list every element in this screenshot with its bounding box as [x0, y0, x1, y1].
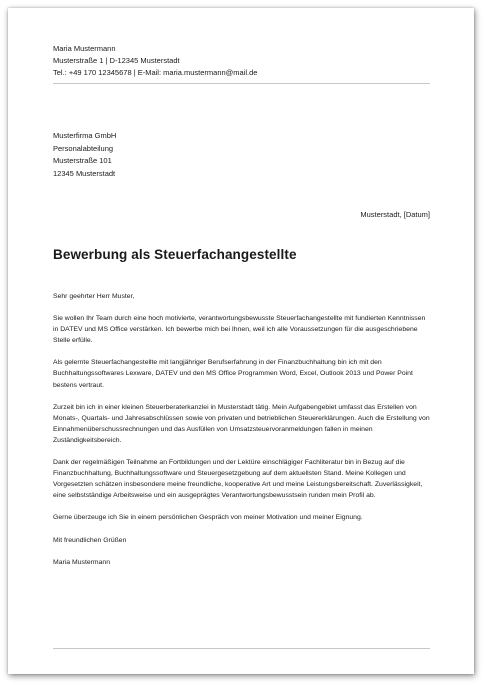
paragraph-closing: Gerne überzeuge ich Sie in einem persönlichen Gespräch von meiner Motivation und meiner Eignung. [53, 514, 363, 522]
recipient-department: Personalabteilung [53, 143, 114, 153]
salutation: Sehr geehrter Herr Muster, [53, 293, 135, 300]
sender-name: Maria Mustermann [53, 44, 116, 53]
header-divider [53, 83, 430, 84]
sender-address: Musterstraße 1 | D-12345 Musterstadt [53, 56, 180, 65]
paragraph-intro: Sie wollen Ihr Team durch eine hoch motivierte, verantwortungsbewusste Steuerfachangestellte mit fundierten Kenntnissen in DATEV und MS Office verstärken. Ich bewerbe mich bei Ihnen, weil ich alle Voraussetzungen für die ausgeschriebene Stelle erfülle. [53, 315, 426, 345]
paragraph-current-role: Zurzeit bin ich in einer kleinen Steuerberaterkanzlei in Musterstadt tätig. Mein Aufgabengebiet umfasst das Erstellen von Monats-, Quartals- und Jahresabschlüssen sowie von privaten und betrieblichen Steuererklärungen. Auch die Erstellung von Einnahmenüberschussrechnungen und das Ausfüllen von Umsatzsteuervoranmeldungen fallen in meinen Zuständigkeitsbereich. [53, 403, 430, 444]
recipient-street: Musterstraße 101 [53, 156, 112, 165]
closing-phrase: Mit freundlichen Grüßen [53, 536, 127, 544]
letter-body [53, 291, 431, 579]
letter-page [8, 8, 474, 674]
recipient-block [53, 130, 116, 180]
date-line: Musterstadt, [Datum] [360, 210, 430, 219]
sender-contact: Tel.: +49 170 12345678 | E-Mail: maria.mustermann@mail.de [53, 68, 258, 77]
recipient-company: Musterfirma GmbH [53, 131, 117, 140]
sender-block [53, 43, 257, 79]
paragraph-experience: Als gelernte Steuerfachangestellte mit langjähriger Berufserfahrung in der Finanzbuchhaltung bin ich mit den Buchhaltungssoftwares Lexware, DATEV und den MS Office Programmen Word, Excel, Outlook 2013 und Power Point bestens vertraut. [53, 359, 413, 389]
recipient-city: 12345 Musterstadt [53, 168, 116, 178]
subject-line: Bewerbung als Steuerfachangestellte [53, 247, 297, 262]
signature-name: Maria Mustermann [53, 558, 111, 566]
footer-divider [53, 648, 430, 649]
paragraph-skills: Dank der regelmäßigen Teilnahme an Fortbildungen und der Lektüre einschlägiger Fachliteratur bin in Bezug auf die Finanzbuchhaltung, Buchhaltungssoftware und Steuergesetzgebung auf dem aktuellsten Stand. Meine Kollegen und Vorgesetzten schätzen insbesondere meine freundliche, kooperative Art und meine Leistungsbereitschaft. Zuverlässigkeit, eine selbstständige Arbeitsweise und ein ausgeprägtes Verantwortungsbewusstsein runden mein Profil ab. [53, 459, 423, 500]
